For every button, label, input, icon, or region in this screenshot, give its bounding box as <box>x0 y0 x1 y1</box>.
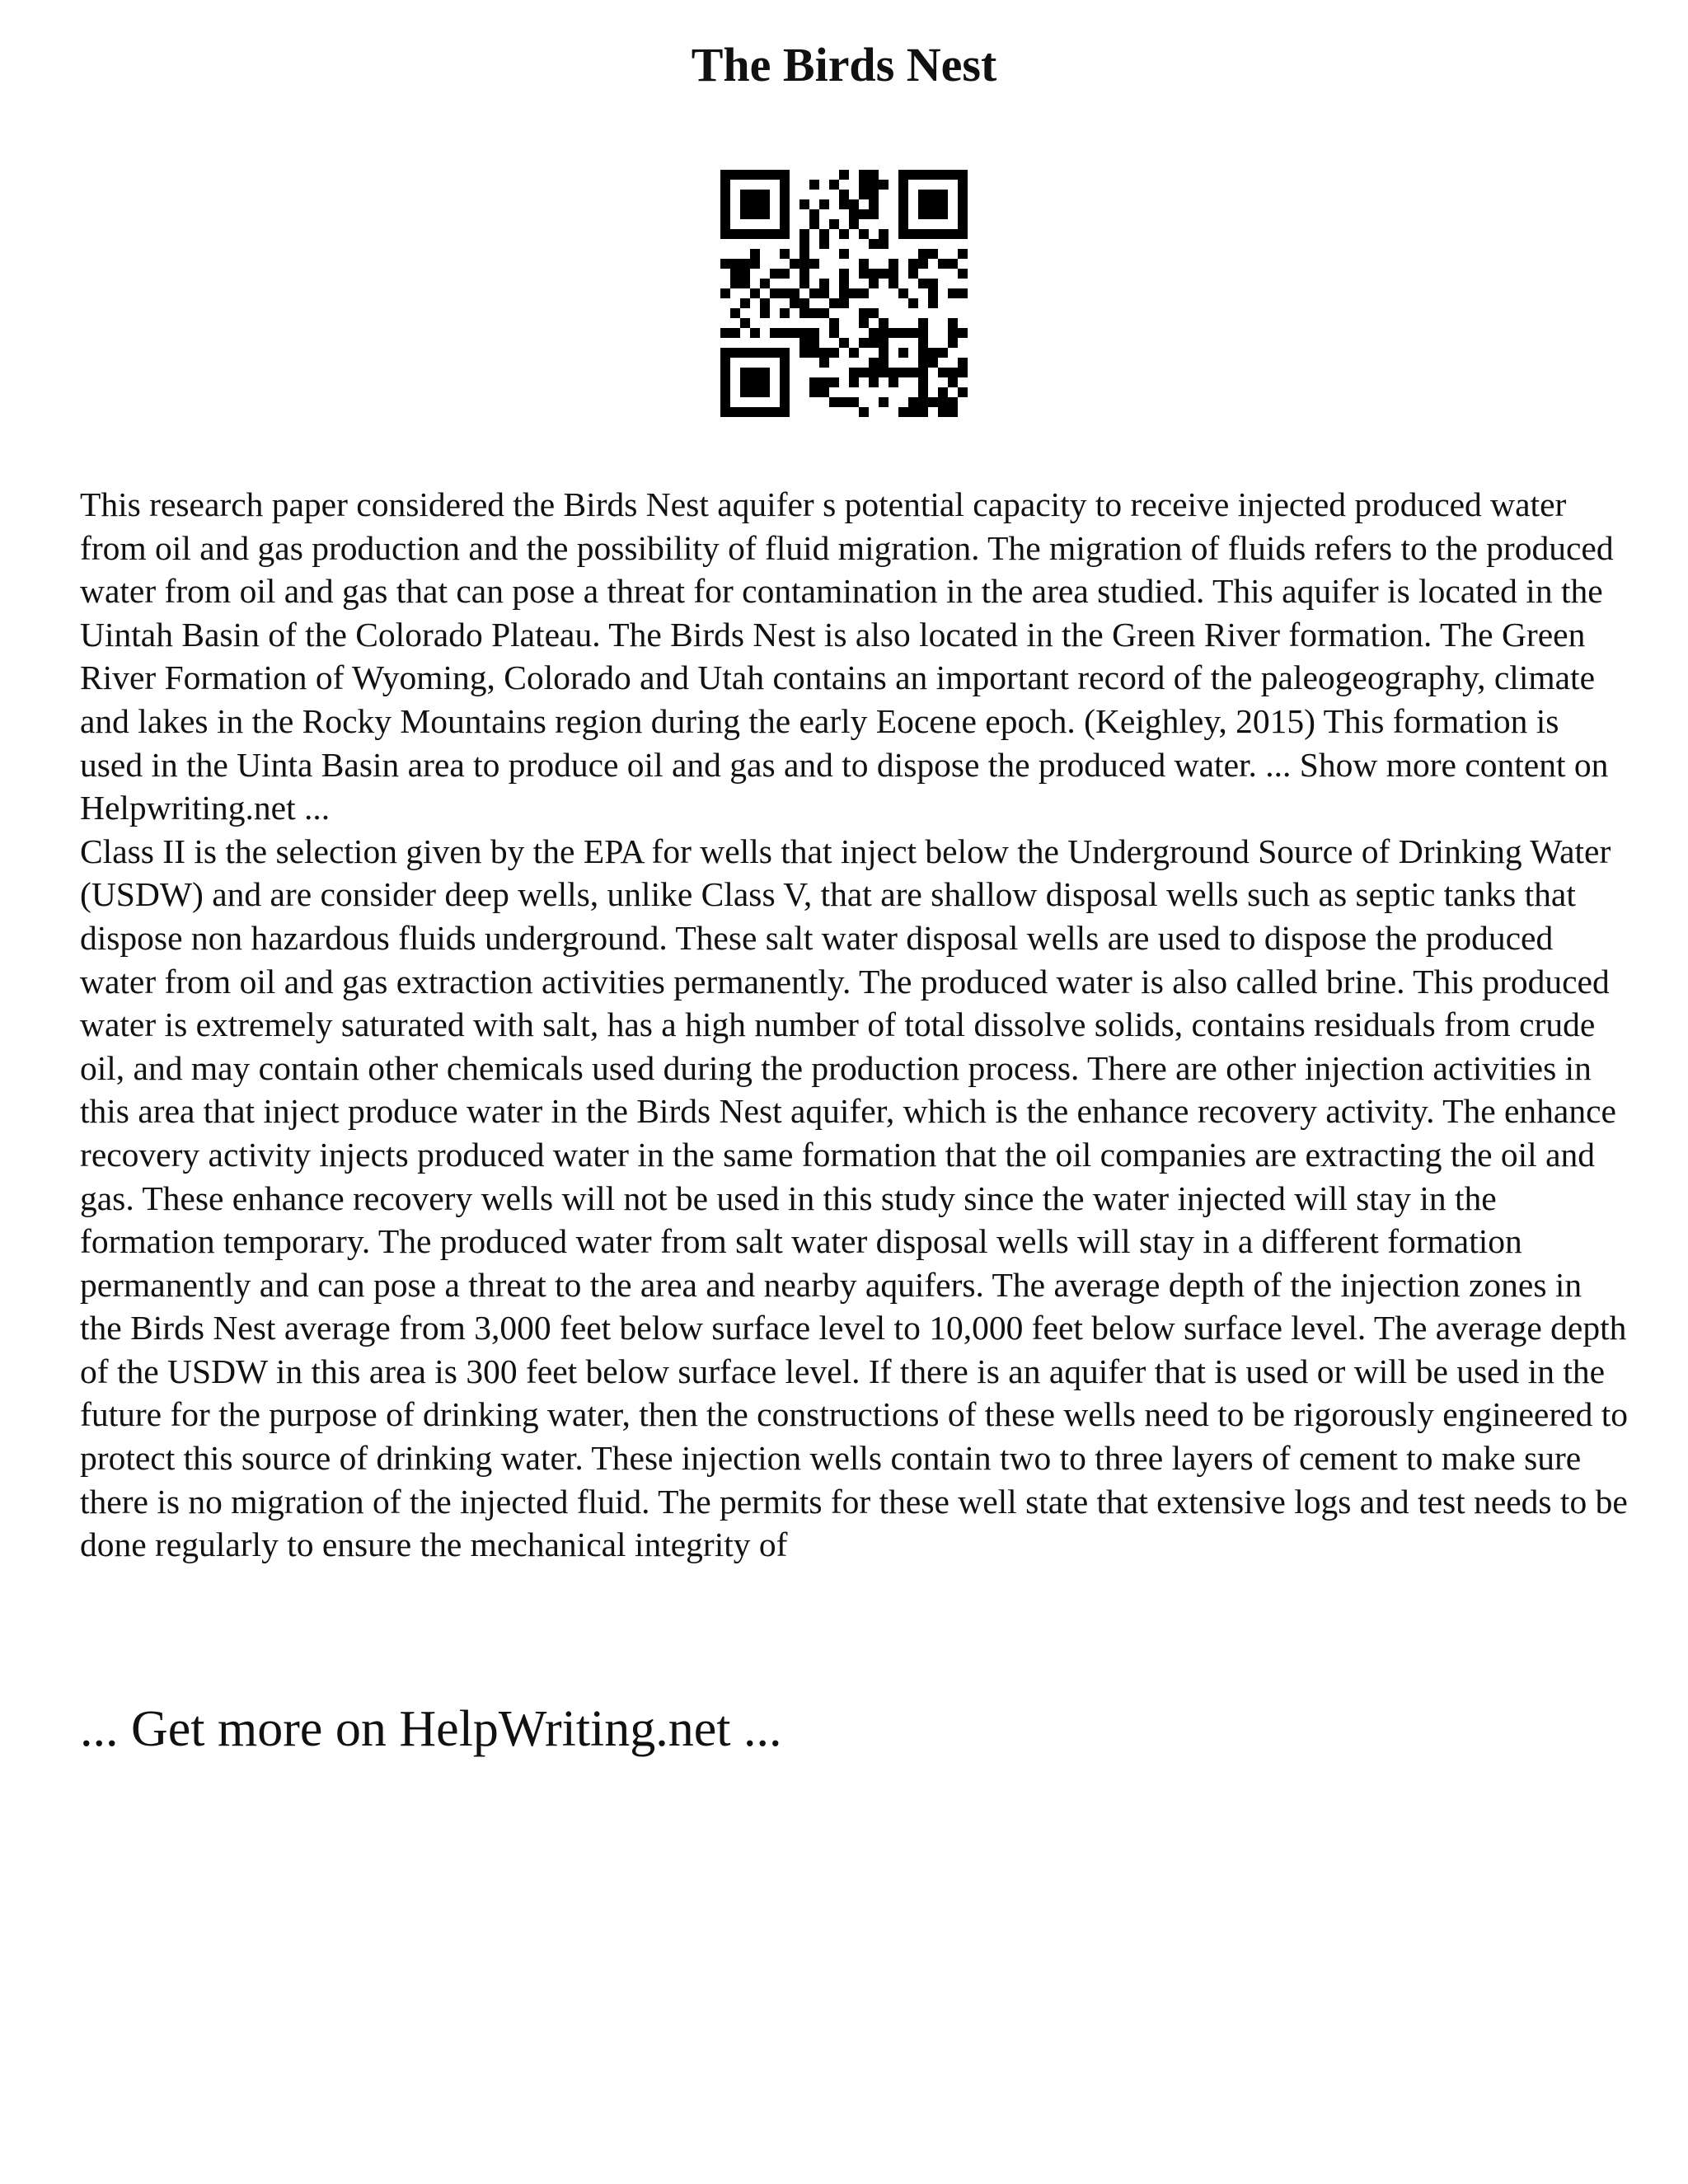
page-title: The Birds Nest <box>691 38 997 91</box>
paragraph-intro: This research paper considered the Birds Nest aquifer s potential capacity to receive injected produced water from oil and gas production and the possibility of fluid migration. The migration of fluids refers to the produced water from oil and gas that can pose a threat for contamination in the area studied. This aquifer is located in the Uintah Basin of the Colorado Plateau. The Birds Nest is also located in the Green River formation. The Green River Formation of Wyoming, Colorado and Utah contains an important record of the paleogeography, climate and lakes in the Rocky Mountains region during the early Eocene epoch. (Keighley, 2015) This formation is used in the Uinta Basin area to produce oil and gas and to dispose the produced water. ... Show more content on Helpwriting.net ... <box>80 485 1614 827</box>
qr-code-icon <box>720 170 968 417</box>
article-body <box>80 483 1629 1567</box>
get-more-link-text: ... Get more on HelpWriting.net ... <box>80 1701 782 1757</box>
paragraph-class-ii: Class II is the selection given by the EPA for wells that inject below the Underground Source of Drinking Water (USDW) and are consider deep wells, unlike Class V, that are shallow disposal wells such as septic tanks that dispose non hazardous fluids underground. These salt water disposal wells are used to dispose the produced water from oil and gas extraction activities permanently. The produced water is also called brine. This produced water is extremely saturated with salt, has a high number of total dissolve solids, contains residuals from crude oil, and may contain other chemicals used during the production process. There are other injection activities in this area that inject produce water in the Birds Nest aquifer, which is the enhance recovery activity. The enhance recovery activity injects produced water in the same formation that the oil companies are extracting the oil and gas. These enhance recovery wells will not be used in this study since the water injected will stay in the formation temporary. The produced water from salt water disposal wells will stay in a different formation permanently and can pose a threat to the area and nearby aquifers. The average depth of the injection zones in the Birds Nest average from 3,000 feet below surface level to 10,000 feet below surface level. The average depth of the USDW in this area is 300 feet below surface level. If there is an aquifer that is used or will be used in the future for the purpose of drinking water, then the constructions of these wells need to be rigorously engineered to protect this source of drinking water. These injection wells contain two to three layers of cement to make sure there is no migration of the injected fluid. The permits for these well state that extensive logs and test needs to be done regularly to ensure the mechanical integrity of <box>80 832 1628 1564</box>
